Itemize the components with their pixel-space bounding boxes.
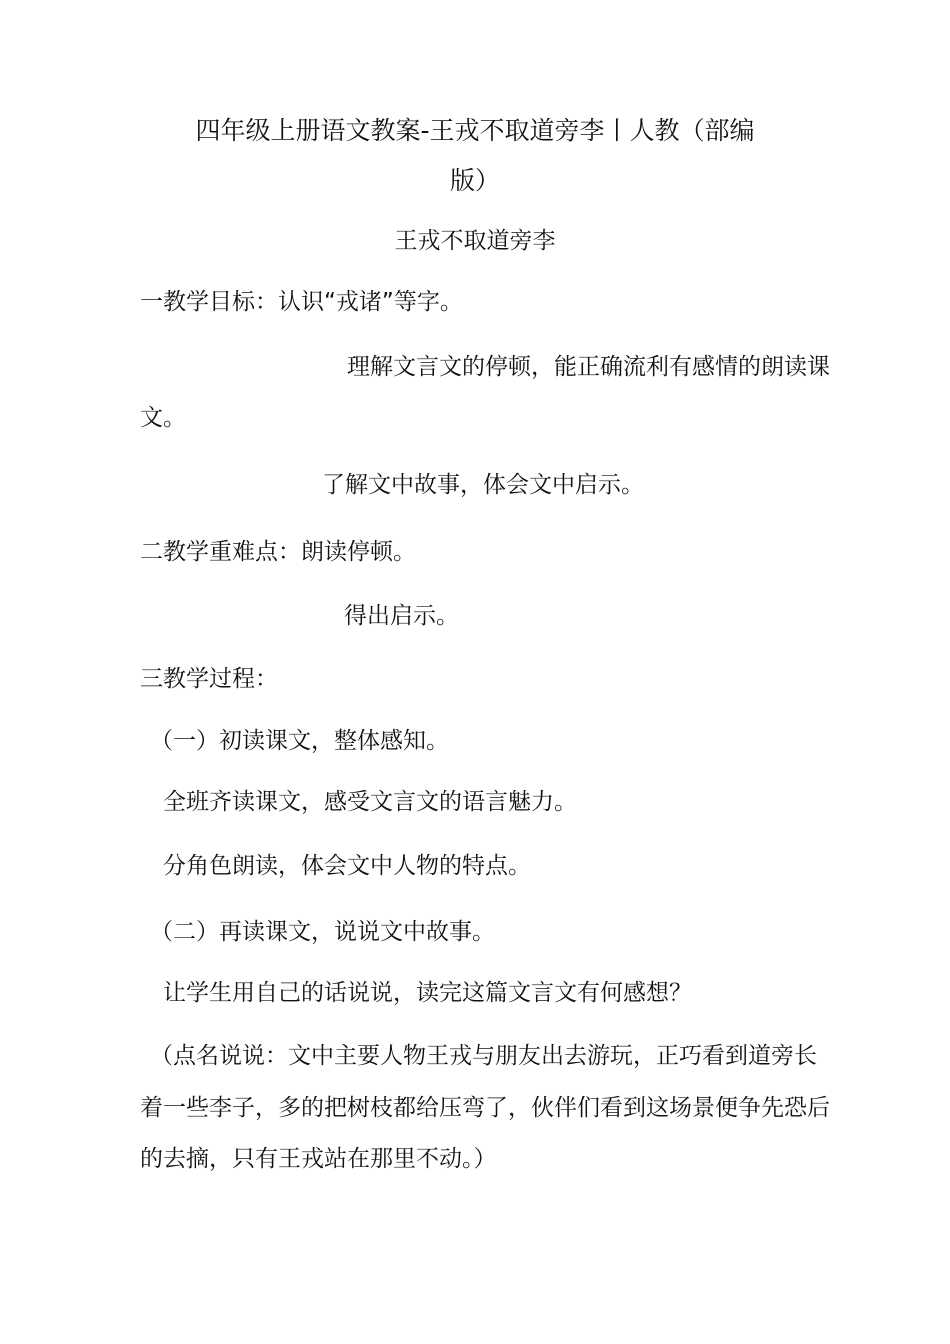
key-point-2: 得出启示。	[344, 603, 459, 629]
process-step-2-note-line-2: 着一些李子，多的把树枝都给压弯了，伙伴们看到这场景便争先恐后	[140, 1095, 830, 1121]
process-step-1-paragraph-2: 分角色朗读，体会文中人物的特点。	[163, 853, 531, 879]
process-step-2-note-line-1: （点名说说：文中主要人物王戎与朋友出去游玩，正巧看到道旁长	[150, 1043, 817, 1069]
document-title-line-2: 版）	[449, 166, 500, 195]
process-step-1-title: （一）初读课文，整体感知。	[150, 728, 449, 754]
teaching-goal-2-line-1: 理解文言文的停顿，能正确流利有感情的朗读课	[347, 354, 830, 380]
process-step-2-paragraph-1: 让学生用自己的话说说，读完这篇文言文有何感想？	[163, 980, 692, 1006]
process-step-2-note-line-3: 的去摘，只有王戎站在那里不动。）	[140, 1146, 497, 1172]
teaching-goal-3: 了解文中故事，体会文中启示。	[322, 472, 644, 498]
lesson-subtitle: 王戎不取道旁李	[394, 228, 556, 254]
teaching-process-heading: 三教学过程：	[140, 666, 278, 692]
teaching-goal-2-line-2: 文。	[140, 405, 186, 431]
document-title-line-1: 四年级上册语文教案-王戎不取道旁李丨人教（部编	[195, 116, 755, 145]
teaching-goals-heading: 一教学目标：认识“戎诸”等字。	[140, 289, 463, 315]
key-points-heading: 二教学重难点：朗读停顿。	[140, 539, 416, 565]
process-step-1-paragraph-1: 全班齐读课文，感受文言文的语言魅力。	[163, 789, 577, 815]
process-step-2-title: （二）再读课文，说说文中故事。	[150, 919, 495, 945]
